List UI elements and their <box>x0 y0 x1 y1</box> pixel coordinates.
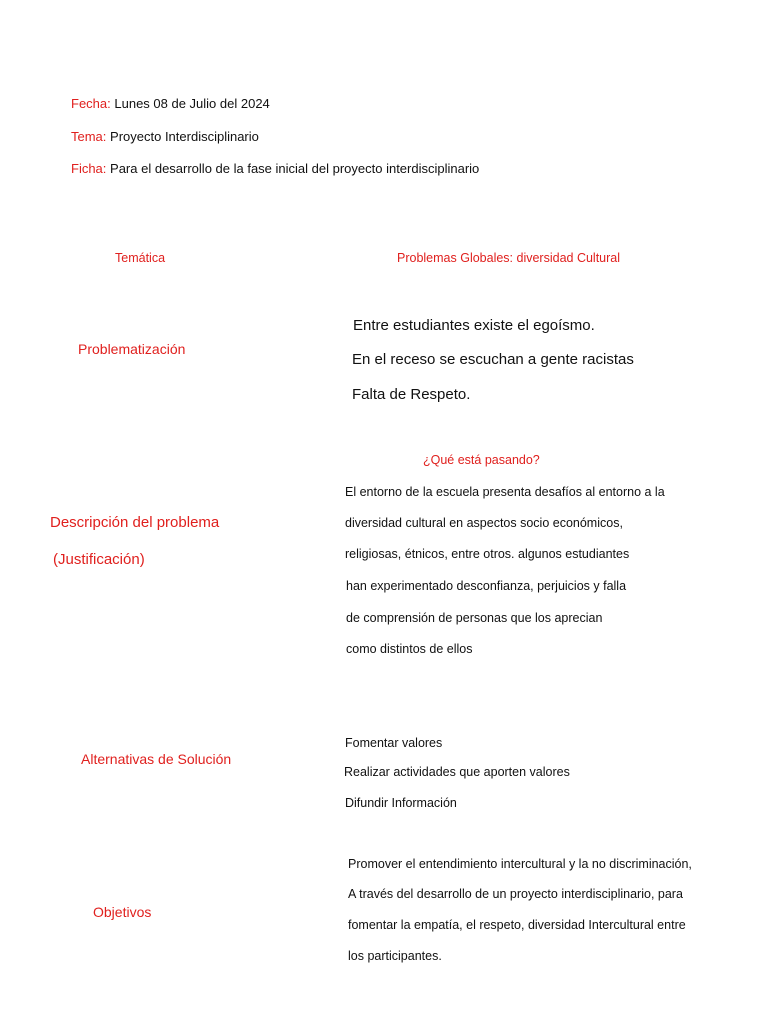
objetivos-line: los participantes. <box>348 949 442 963</box>
alternativas-line: Fomentar valores <box>345 736 443 750</box>
tema-label: Tema: <box>71 129 107 144</box>
problematizacion-label: Problematización <box>78 341 186 357</box>
tematica-label: Temática <box>115 251 166 265</box>
descripcion-sublabel: (Justificación) <box>53 551 145 568</box>
objetivos-line: Promover el entendimiento intercultural y la no discriminación, <box>348 857 692 871</box>
ficha-line <box>71 161 479 176</box>
descripcion-line: como distintos de ellos <box>346 642 473 656</box>
descripcion-line: El entorno de la escuela presenta desafíos al entorno a la <box>345 485 665 499</box>
problematizacion-line: Entre estudiantes existe el egoísmo. <box>353 317 595 334</box>
ficha-value: Para el desarrollo de la fase inicial del proyecto interdisciplinario <box>110 161 480 176</box>
alternativas-line: Realizar actividades que aporten valores <box>344 765 570 779</box>
tema-value: Proyecto Interdisciplinario <box>110 129 259 144</box>
descripcion-line: religiosas, étnicos, entre otros. algunos estudiantes <box>345 547 630 561</box>
fecha-label: Fecha: <box>71 96 111 111</box>
descripcion-label: Descripción del problema <box>50 514 220 531</box>
alternativas-line: Difundir Información <box>345 796 457 810</box>
descripcion-line: de comprensión de personas que los aprecian <box>346 611 603 625</box>
objetivos-line: fomentar la empatía, el respeto, diversidad Intercultural entre <box>348 918 686 932</box>
objetivos-line: A través del desarrollo de un proyecto interdisciplinario, para <box>348 887 683 901</box>
tematica-value: Problemas Globales: diversidad Cultural <box>397 251 621 265</box>
alternativas-label: Alternativas de Solución <box>81 751 232 767</box>
descripcion-line: han experimentado desconfianza, perjuicios y falla <box>346 579 627 593</box>
descripcion-line: diversidad cultural en aspectos socio económicos, <box>345 516 623 530</box>
problematizacion-line: Falta de Respeto. <box>352 386 471 403</box>
problematizacion-line: En el receso se escuchan a gente racistas <box>352 351 634 368</box>
fecha-line <box>71 96 270 111</box>
objetivos-label: Objetivos <box>93 904 152 920</box>
ficha-label: Ficha: <box>71 161 107 176</box>
tema-line <box>71 129 259 144</box>
fecha-value: Lunes 08 de Julio del 2024 <box>114 96 270 111</box>
descripcion-question: ¿Qué está pasando? <box>423 453 540 467</box>
